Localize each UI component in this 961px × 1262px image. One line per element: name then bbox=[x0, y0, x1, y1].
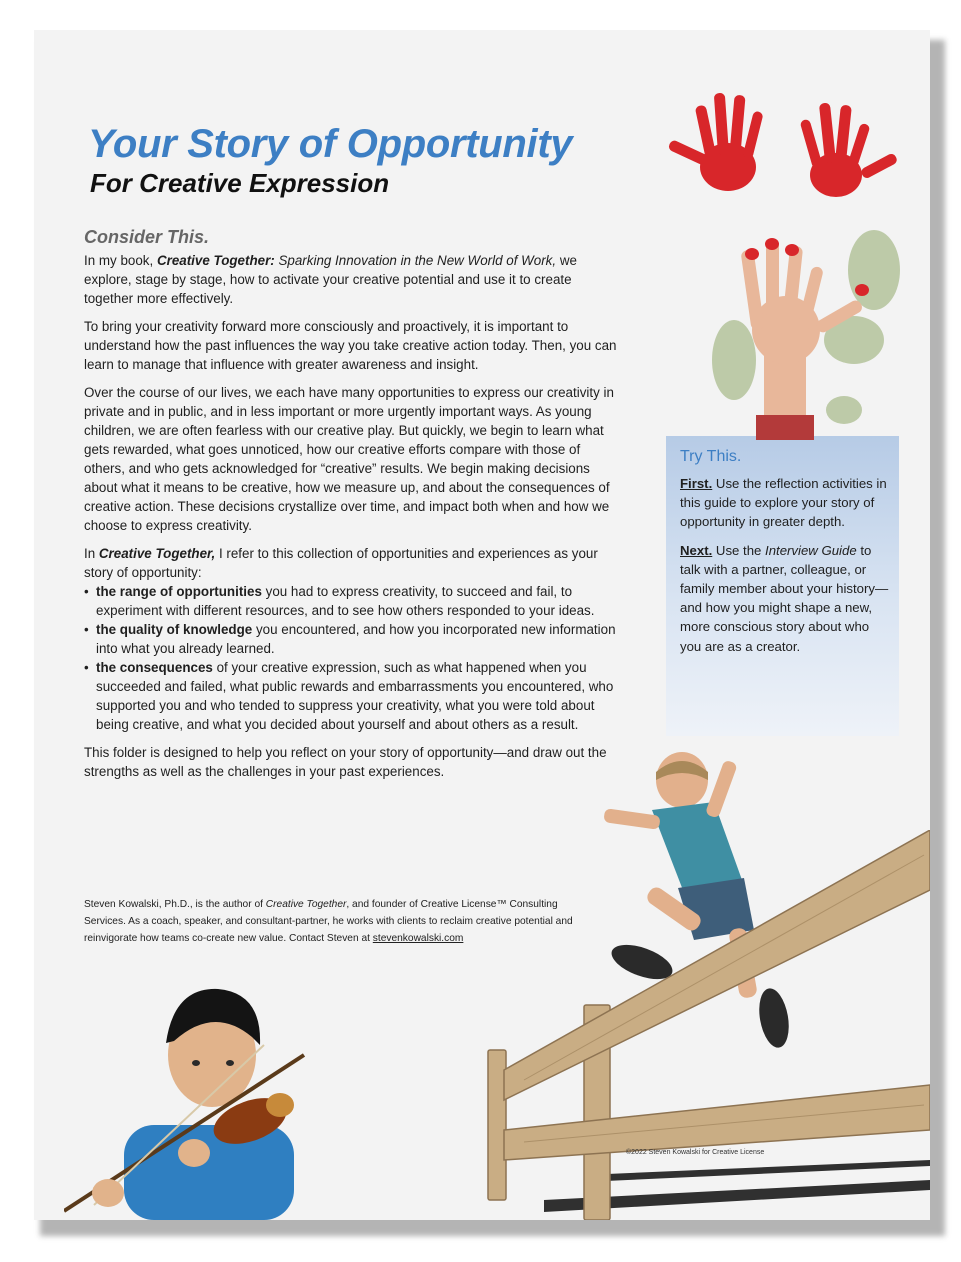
website-link[interactable]: stevenkowalski.com bbox=[372, 933, 464, 944]
list-item: • the quality of knowledge you encountered, and how you incorporated new information into what you already learned. bbox=[84, 620, 618, 658]
document-page bbox=[34, 30, 930, 1220]
try-this-text bbox=[680, 474, 890, 665]
try-this-heading: Try This. bbox=[680, 448, 742, 465]
list-item: • the range of opportunities you had to express creativity, to succeed and fail, to experiment with different resources, and to see how others responded to your ideas. bbox=[84, 582, 618, 620]
child-hand-paint-image bbox=[694, 210, 904, 440]
paragraph-3: Over the course of our lives, we each have many opportunities to express our creativity in private and in public, and in less important or more urgently important ways. As young children, we are often fearless with our creative play. But quickly, we begin to learn what gets rewarded, what goes unnoticed, how our creative efforts compare with those of others, and who gets acknowledged for “creative” results. We begin making decisions about what it means to be creative, how we measure up, and about the consequences of creative action. These decisions crystallize over time, and impact both when and how we choose to express creativity. bbox=[84, 385, 614, 533]
paragraph-1: In my book, Creative Together: Sparking Innovation in the New World of Work, we explore, stage by stage, how to activate your creative potential and use it to create together more effectively. bbox=[84, 253, 577, 306]
paragraph-4: In Creative Together, I refer to this collection of opportunities and experiences as your story of opportunity: bbox=[84, 546, 598, 580]
list-item: • the consequences of your creative expression, such as what happened when you succeeded and failed, what public rewards and embarrassments you encountered, who supported you and who tended to suppress your creativity, what you were told about being creative, and what you decided about yourself and about others as a result. bbox=[84, 658, 618, 734]
page-subtitle: For Creative Expression bbox=[90, 168, 390, 198]
page-title: Your Story of Opportunity bbox=[88, 122, 573, 166]
main-text bbox=[84, 251, 618, 790]
opportunity-list bbox=[84, 582, 618, 734]
try-first: First. Use the reflection activities in this guide to explore your story of opportunity in greater depth. bbox=[680, 476, 887, 530]
paragraph-2: To bring your creativity forward more consciously and proactively, it is important to understand how the past influences the way you take creative action today. Then, you can learn to manage that influence with greater awareness and insight. bbox=[84, 319, 617, 372]
wooden-fence-image bbox=[484, 830, 930, 1220]
red-handprints-image bbox=[666, 85, 906, 215]
try-next: Next. Use the Interview Guide to talk with a partner, colleague, or family member about your history—and how you might shape a new, more conscious story about who you are as a creator. bbox=[680, 542, 889, 654]
copyright-notice: ©2022 Steven Kowalski for Creative License bbox=[626, 1149, 765, 1156]
paragraph-5: This folder is designed to help you reflect on your story of opportunity—and draw out the strengths as well as the challenges in your past experiences. bbox=[84, 745, 607, 779]
consider-heading: Consider This. bbox=[84, 227, 210, 247]
try-this-box bbox=[666, 436, 899, 736]
author-bio: Steven Kowalski, Ph.D., is the author of Creative Together, and founder of Creative License™ Consulting Services. As a coach, speaker, and consultant-partner, he works with clients to reclaim creative potential and reinvigorate how teams co-create new value. Contact Steven at stevenkowalski.com bbox=[84, 899, 573, 944]
boy-violin-image bbox=[64, 985, 324, 1220]
